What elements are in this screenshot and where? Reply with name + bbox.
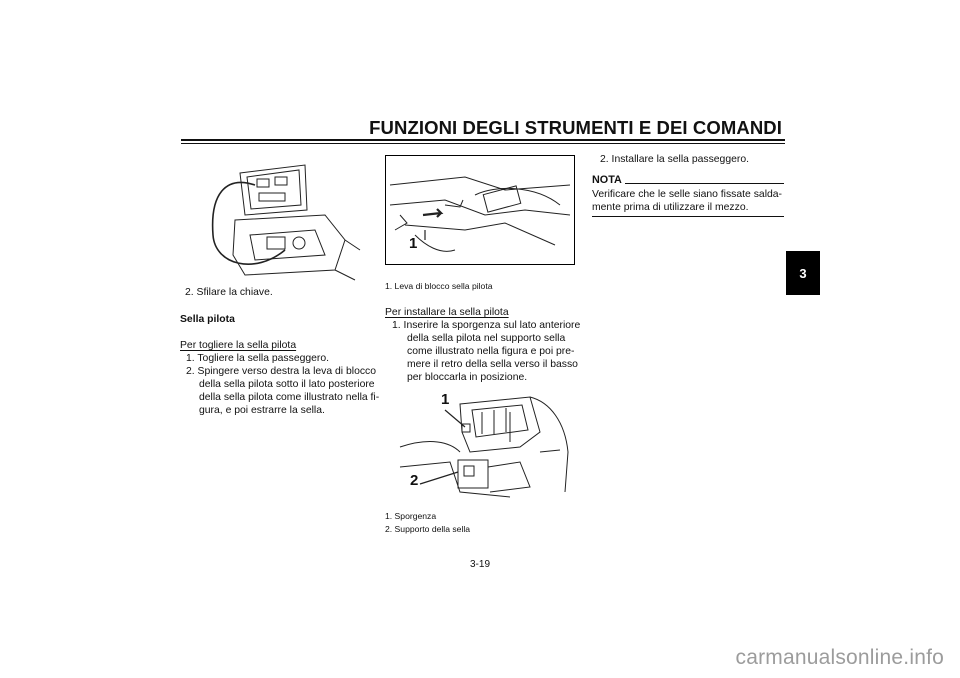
- note-label: NOTA: [592, 174, 622, 186]
- figure-seat-tongue: [390, 392, 580, 507]
- callout-2: 2: [410, 472, 419, 489]
- install-step-1: 1. Inserire la sporgenza sul lato anteriore: [392, 320, 581, 331]
- chapter-tab: 3: [786, 251, 820, 295]
- step-1: 1. Togliere la sella passeggero.: [186, 353, 330, 364]
- callout-1: 1: [441, 391, 450, 408]
- note-rule: [625, 183, 784, 184]
- step-2-cont: della sella pilota come illustrato nella fi-: [199, 392, 380, 403]
- install-step-1-cont: della sella pilota nel supporto sella: [407, 333, 566, 344]
- install-step-1-cont: per bloccarla in posizione.: [407, 372, 528, 383]
- step-2: 2. Spingere verso destra la leva di blocco: [186, 366, 377, 377]
- note-text: Verificare che le selle siano fissate salda-: [592, 189, 783, 200]
- subheading-install-seat: Per installare la sella pilota: [385, 307, 509, 318]
- note-rule-bottom: [592, 216, 784, 217]
- page-number: 3-19: [470, 559, 491, 570]
- caption-lock-lever: 1. Leva di blocco sella pilota: [385, 281, 493, 291]
- step-2-cont: della sella pilota sotto il lato posteriore: [199, 379, 375, 390]
- figure-seat-key: [195, 155, 365, 285]
- install-step-1-cont: mere il retro della sella verso il basso: [407, 359, 578, 370]
- caption-seat-holder: 2. Supporto della sella: [385, 524, 471, 534]
- step-remove-key: 2. Sfilare la chiave.: [185, 287, 273, 298]
- step-install-passenger-seat: 2. Installare la sella passeggero.: [600, 154, 750, 165]
- caption-tongue: 1. Sporgenza: [385, 511, 437, 521]
- watermark: carmanualsonline.info: [735, 646, 944, 669]
- subheading-remove-seat: Per togliere la sella pilota: [180, 340, 297, 351]
- section-title: Sella pilota: [180, 314, 235, 325]
- header-rule-thin: [181, 143, 785, 144]
- page-title: FUNZIONI DEGLI STRUMENTI E DEI COMANDI: [369, 117, 782, 138]
- step-2-cont: gura, e poi estrarre la sella.: [199, 405, 325, 416]
- header-rule: [181, 139, 785, 141]
- callout-1: 1: [409, 235, 418, 252]
- note-text: mente prima di utilizzare il mezzo.: [592, 202, 749, 213]
- install-step-1-cont: come illustrato nella figura e poi pre-: [407, 346, 575, 357]
